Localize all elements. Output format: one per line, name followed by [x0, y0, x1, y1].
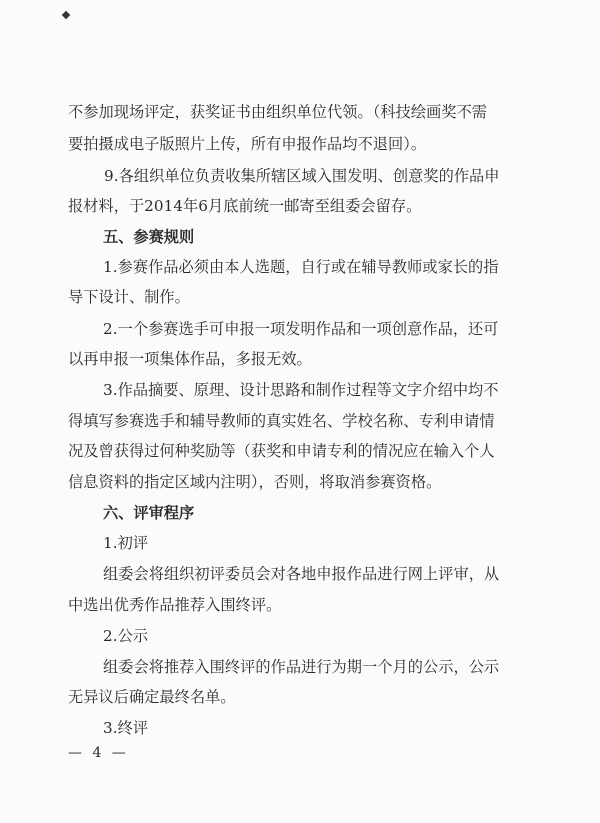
- paragraph-line: 信息资料的指定区域内注明），否则，将取消参赛资格。: [68, 473, 442, 491]
- subsection-title: 2.公示: [103, 627, 149, 645]
- paragraph-line: 无异议后确定最终名单。: [68, 688, 236, 706]
- paragraph-line: 3.作品摘要、原理、设计思路和制作过程等文字介绍中均不: [103, 381, 499, 399]
- section-heading-rules: 五、参赛规则: [103, 228, 195, 246]
- paragraph-line: 导下设计、制作。: [68, 288, 190, 306]
- paragraph-line: 组委会将推荐入围终评的作品进行为期一个月的公示，公示: [103, 658, 500, 676]
- paragraph-line: 1.参赛作品必须由本人选题，自行或在辅导教师或家长的指: [103, 258, 499, 276]
- paragraph-line: 中选出优秀作品推荐入围终评。: [68, 596, 282, 614]
- paragraph-line: 况及曾获得过何种奖励等（获奖和申请专利的情况应在输入个人: [68, 442, 495, 460]
- paragraph-line: 不参加现场评定，获奖证书由组织单位代领。（科技绘画奖不需: [68, 103, 488, 121]
- paragraph-line: 9.各组织单位负责收集所辖区域入围发明、创意奖的作品申: [104, 167, 500, 185]
- paragraph-line: 2.一个参赛选手可申报一项发明作品和一项创意作品，还可: [103, 320, 499, 338]
- paragraph-line: 得填写参赛选手和辅导教师的真实姓名、学校名称、专利申请情: [68, 412, 495, 430]
- paragraph-line: 以再申报一项集体作品，多报无效。: [68, 350, 312, 368]
- page-number: — 4 —: [68, 745, 129, 761]
- subsection-title: 3.终评: [103, 719, 149, 737]
- paragraph-line: 组委会将组织初评委员会对各地申报作品进行网上评审，从: [103, 565, 500, 583]
- paragraph-line: 报材料，于2014年6月底前统一邮寄至组委会留存。: [68, 197, 422, 215]
- scan-mark: [62, 11, 70, 19]
- section-heading-review: 六、评审程序: [103, 504, 195, 522]
- paragraph-line: 要拍摄成电子版照片上传，所有申报作品均不退回）。: [68, 135, 427, 153]
- subsection-title: 1.初评: [103, 534, 149, 552]
